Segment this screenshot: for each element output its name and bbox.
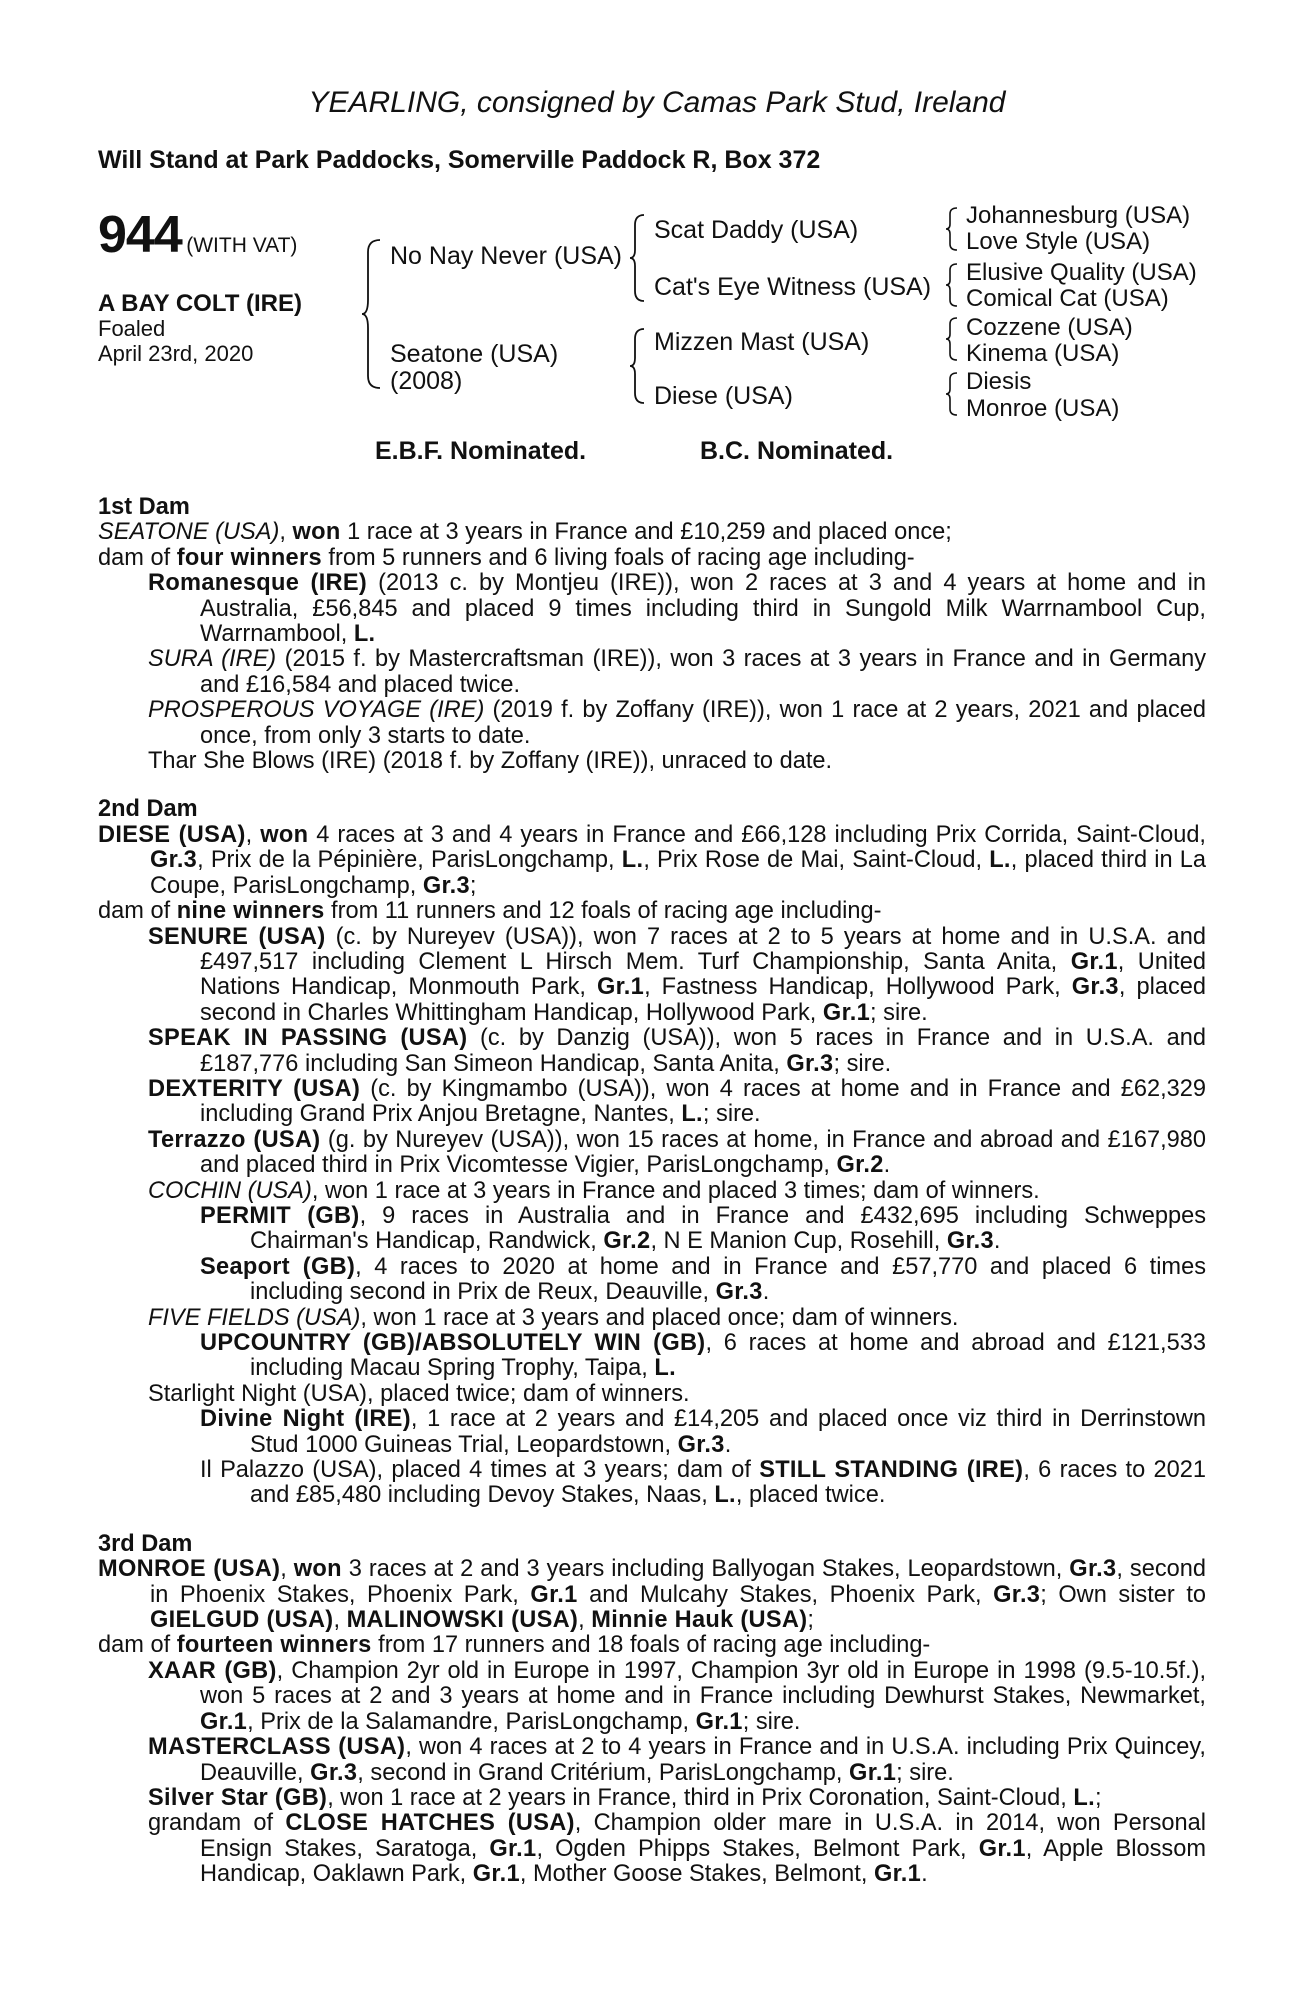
bold-text: PERMIT (GB)	[200, 1202, 360, 1229]
text: ,	[333, 1607, 347, 1634]
second-dam-produce	[98, 925, 1206, 1027]
italic-text: SURA (IRE)	[148, 646, 277, 673]
text: , won 1 race at 3 years in France and placed 3 times; dam of winners.	[311, 1177, 1040, 1204]
text: ,	[279, 519, 293, 546]
bold-text: Gr.3	[310, 1759, 358, 1786]
text: , Fastness Handicap, Hollywood Park,	[644, 974, 1072, 1001]
pedigree-ggp-1: Johannesburg (USA)	[966, 202, 1191, 229]
bold-text: Romanesque (IRE)	[148, 570, 368, 597]
bold-text: Seaport (GB)	[200, 1253, 356, 1280]
second-dam-produce	[98, 1179, 1206, 1204]
stand-location: Will Stand at Park Paddocks, Somerville Paddock R, Box 372	[98, 146, 821, 174]
pedigree-dam-dam: Diese (USA)	[654, 382, 793, 410]
foaled-label: Foaled	[98, 316, 166, 341]
pedigree-sire-dam: Cat's Eye Witness (USA)	[654, 273, 932, 301]
pedigree-sire: No Nay Never (USA)	[390, 242, 622, 270]
text: ; sire.	[702, 1101, 761, 1128]
second-dam-title: 2nd Dam	[98, 796, 198, 823]
text: , placed second in Charles Whittingham Handicap, Hollywood Park,	[200, 974, 1206, 1026]
pedigree-sire-sire: Scat Daddy (USA)	[654, 216, 859, 244]
pedigree-ggp-2: Love Style (USA)	[966, 228, 1151, 255]
text: Il Palazzo (USA), placed 4 times at 3 years; dam of	[200, 1457, 760, 1484]
text: , Mother Goose Stakes, Belmont,	[519, 1861, 874, 1888]
bold-text: Gr.1	[978, 1835, 1026, 1862]
italic-text: COCHIN (USA)	[148, 1177, 312, 1204]
second-dam-grandproduce	[98, 1331, 1206, 1382]
text: , won 4 races at 2 to 4 years in France and in U.S.A. including Prix Quincey, Deauville,	[200, 1734, 1206, 1786]
text: dam of	[98, 898, 177, 925]
pedigree-ggp-8: Monroe (USA)	[966, 395, 1120, 422]
text: , 6 races at home and abroad and £121,533 including Macau Spring Trophy, Taipa,	[250, 1330, 1206, 1382]
text: (2013 c. by Montjeu (IRE)), won 2 races at 3 and 4 years at home and in Australia, £56,845 and placed 9 times including third in Sungold Milk Warrnambool Cup, Warrnambool,	[200, 570, 1206, 648]
text: , N E Manion Cup, Rosehill,	[650, 1228, 947, 1255]
bold-text: won	[292, 519, 341, 546]
third-dam-produce	[98, 1811, 1206, 1887]
second-dam-grandproduce	[98, 1255, 1206, 1306]
bc-nomination: B.C. Nominated.	[700, 437, 894, 465]
bold-text: STILL STANDING (IRE)	[759, 1457, 1024, 1484]
text: .	[921, 1861, 928, 1888]
text: , 6 races to 2021 and £85,480 including Devoy Stakes, Naas,	[250, 1457, 1206, 1509]
third-dam-line	[98, 1557, 1206, 1633]
bold-text: won	[260, 821, 309, 848]
pedigree-ggp-6: Kinema (USA)	[966, 340, 1120, 367]
lot-number-block	[98, 205, 297, 265]
third-dam-title: 3rd Dam	[98, 1530, 193, 1557]
text: , placed twice.	[735, 1482, 886, 1509]
text: ; sire.	[742, 1708, 801, 1735]
bold-text: Gr.2	[603, 1228, 651, 1255]
second-dam-produce	[98, 1306, 1206, 1331]
bold-text: Gr.1	[695, 1708, 743, 1735]
bold-text: Gr.1	[849, 1759, 897, 1786]
text: , 9 races in Australia and in France and £432,695 including Schweppes Chairman's Handicap, Randwick,	[250, 1202, 1207, 1255]
bold-text: Gr.3	[150, 847, 198, 874]
bold-text: Gr.3	[677, 1431, 725, 1458]
text: ,	[245, 821, 261, 848]
first-dam-produce	[98, 647, 1206, 698]
second-dam-line	[98, 823, 1206, 899]
text: dam of	[98, 544, 177, 571]
ebf-nomination: E.B.F. Nominated.	[375, 437, 587, 465]
pedigree-brace-ggp1	[944, 206, 960, 252]
text: , 1 race at 2 years and £14,205 and placed once viz third in Derrinstown Stud 1000 Guineas Trial, Leopardstown,	[250, 1406, 1206, 1458]
italic-text: PROSPEROUS VOYAGE (IRE)	[148, 697, 485, 724]
first-dam-title: 1st Dam	[98, 494, 190, 520]
text: ,	[578, 1607, 592, 1634]
bold-text: Gr.3	[993, 1581, 1041, 1608]
bold-text: Minnie Hauk (USA)	[591, 1607, 808, 1634]
pedigree-ggp-3: Elusive Quality (USA)	[966, 259, 1197, 286]
bold-text: won	[293, 1556, 342, 1583]
first-dam-line	[98, 546, 1206, 571]
text: .	[883, 1152, 891, 1179]
first-dam-produce	[98, 749, 1206, 774]
pedigree-dam-sire: Mizzen Mast (USA)	[654, 328, 870, 356]
bold-text: GIELGUD (USA)	[150, 1607, 334, 1634]
text: dam of	[98, 1632, 177, 1659]
bold-text: L.	[681, 1101, 703, 1128]
bold-text: Gr.3	[786, 1050, 834, 1077]
second-dam-line	[98, 899, 1206, 924]
second-dam-produce	[98, 1026, 1206, 1077]
text: 4 races at 3 and 4 years in France and £66,128 including Prix Corrida, Saint-Cloud,	[308, 821, 1206, 848]
text: , 4 races to 2020 at home and in France and £57,770 and placed 6 times including second in Prix de Reux, Deauville,	[250, 1253, 1207, 1306]
bold-text: Gr.2	[836, 1152, 884, 1179]
bold-text: Gr.1	[822, 999, 871, 1026]
third-dam-produce	[98, 1735, 1206, 1786]
second-dam-produce	[98, 1382, 1206, 1407]
lot-description: A BAY COLT (IRE)	[98, 290, 303, 317]
text: ; sire.	[833, 1050, 892, 1077]
bold-text: Gr.3	[422, 872, 470, 899]
text: (g. by Nureyev (USA)), won 15 races at home, in France and abroad and £167,980 and placed third in Prix Vicomtesse Vigier, ParisLongchamp,	[200, 1126, 1206, 1179]
second-dam-produce	[98, 1077, 1206, 1128]
italic-text: SEATONE (USA)	[98, 519, 280, 546]
second-dam-grandproduce	[98, 1204, 1206, 1255]
text: (c. by Nureyev (USA)), won 7 races at 2 to 5 years at home and in U.S.A. and £497,517 including Clement L Hirsch Mem. Turf Championship, Santa Anita,	[200, 923, 1207, 975]
second-dam-produce	[98, 1128, 1206, 1179]
text: from 17 runners and 18 foals of racing age including-	[371, 1632, 931, 1659]
bold-text: L.	[353, 621, 376, 648]
text: .	[993, 1228, 1001, 1255]
bold-text: L.	[989, 847, 1011, 874]
text: (2015 f. by Mastercraftsman (IRE)), won 3 races at 3 years in France and in Germany and £16,584 and placed twice.	[200, 646, 1206, 698]
text: grandam of	[148, 1810, 286, 1837]
pedigree-brace-ggp2	[944, 262, 960, 308]
text: , Champion older mare in U.S.A. in 2014, won Personal Ensign Stakes, Saratoga,	[200, 1810, 1206, 1862]
bold-text: DIESE (USA)	[98, 821, 246, 848]
third-dam-produce	[98, 1659, 1206, 1735]
pedigree-brace-main	[360, 238, 386, 390]
third-dam-produce	[98, 1786, 1206, 1811]
bold-text: Divine Night (IRE)	[200, 1406, 411, 1433]
text: , Ogden Phipps Stakes, Belmont Park,	[536, 1835, 979, 1862]
bold-text: fourteen winners	[176, 1632, 372, 1659]
bold-text: Gr.1	[200, 1708, 248, 1735]
pedigree-brace-sire	[628, 213, 648, 303]
bold-text: UPCOUNTRY (GB)/ABSOLUTELY WIN (GB)	[200, 1330, 706, 1356]
pedigree-brace-ggp4	[944, 371, 960, 417]
text: , Prix de la Pépinière, ParisLongchamp,	[197, 847, 622, 874]
bold-text: nine winners	[176, 898, 325, 925]
bold-text: L.	[714, 1482, 736, 1509]
pedigree-brace-dam	[628, 327, 648, 405]
bold-text: Gr.1	[489, 1835, 537, 1862]
text: , Champion 2yr old in Europe in 1997, Champion 3yr old in Europe in 1998 (9.5-10.5f.), won 5 races at 2 and 3 years at home and in France including Dewhurst Stakes, Newmarket,	[200, 1657, 1206, 1710]
consignment-heading: YEARLING, consigned by Camas Park Stud, Ireland	[308, 86, 1006, 119]
pedigree-brace-ggp3	[944, 316, 960, 362]
text: 3 races at 2 and 3 years including Ballyogan Stakes, Leopardstown,	[341, 1556, 1070, 1583]
bold-text: Gr.1	[873, 1861, 922, 1888]
lot-number: 944	[98, 206, 182, 264]
text: from 11 runners and 12 foals of racing age including-	[324, 898, 882, 925]
bold-text: Gr.3	[1069, 1556, 1117, 1583]
bold-text: Gr.1	[596, 974, 645, 1001]
second-dam-grandproduce	[98, 1458, 1206, 1509]
pedigree-ggp-4: Comical Cat (USA)	[966, 285, 1169, 312]
text: , Prix Rose de Mai, Saint-Cloud,	[643, 847, 990, 874]
bold-text: Gr.3	[1071, 974, 1119, 1001]
second-dam-grandproduce	[98, 1407, 1206, 1458]
bold-text: Gr.3	[946, 1228, 994, 1255]
vat-note: (WITH VAT)	[186, 234, 298, 257]
bold-text: Gr.1	[530, 1581, 578, 1608]
bold-text: DEXTERITY (USA)	[148, 1075, 361, 1102]
text: from 5 runners and 6 living foals of racing age including-	[321, 544, 915, 571]
bold-text: L.	[621, 847, 644, 874]
italic-text: FIVE FIELDS (USA)	[148, 1304, 361, 1331]
bold-text: four winners	[176, 544, 322, 571]
bold-text: Gr.1	[1070, 948, 1118, 975]
text: , Apple Blossom Handicap, Oaklawn Park,	[200, 1835, 1206, 1888]
text: Starlight Night (USA), placed twice; dam of winners.	[148, 1380, 690, 1407]
text: and Mulcahy Stakes, Phoenix Park,	[577, 1581, 994, 1608]
text: .	[762, 1279, 770, 1306]
text: ; sire.	[870, 999, 928, 1026]
bold-text: MALINOWSKI (USA)	[346, 1607, 579, 1634]
first-dam-line	[98, 520, 1206, 545]
pedigree-dam-year: (2008)	[390, 367, 463, 395]
pedigree-ggp-5: Cozzene (USA)	[966, 314, 1133, 341]
text: , placed third in La Coupe, ParisLongchamp,	[150, 847, 1207, 899]
bold-text: XAAR (GB)	[148, 1657, 277, 1684]
text: ;	[469, 872, 477, 899]
bold-text: Terrazzo (USA)	[148, 1126, 321, 1153]
bold-text: Silver Star (GB)	[148, 1784, 328, 1811]
catalogue-body	[98, 495, 1206, 1888]
text: , second in Grand Critérium, ParisLongchamp,	[357, 1759, 850, 1786]
text: ,	[280, 1556, 294, 1583]
text: ;	[1094, 1784, 1102, 1811]
text: ; Own sister to	[1040, 1581, 1206, 1608]
bold-text: Gr.3	[715, 1279, 763, 1306]
text: (2019 f. by Zoffany (IRE)), won 1 race at 2 years, 2021 and placed once, from only 3 starts to date.	[200, 697, 1206, 749]
pedigree-dam: Seatone (USA)	[390, 340, 559, 368]
text: , United Nations Handicap, Monmouth Park,	[200, 948, 1207, 1001]
bold-text: SPEAK IN PASSING (USA)	[148, 1025, 468, 1052]
first-dam-produce	[98, 698, 1206, 749]
third-dam-line	[98, 1633, 1206, 1658]
text: (c. by Danzig (USA)), won 5 races in France and in U.S.A. and £187,776 including San Simeon Handicap, Santa Anita,	[200, 1025, 1206, 1077]
text: .	[724, 1431, 732, 1458]
bold-text: CLOSE HATCHES (USA)	[285, 1810, 575, 1837]
text: ;	[807, 1607, 814, 1634]
text: , won 1 race at 3 years and placed once; dam of winners.	[360, 1304, 959, 1331]
bold-text: L.	[654, 1355, 676, 1382]
pedigree-ggp-7: Diesis	[966, 368, 1032, 395]
text: 1 race at 3 years in France and £10,259 and placed once;	[340, 519, 952, 546]
text: Thar She Blows (IRE) (2018 f. by Zoffany (IRE)), unraced to date.	[148, 748, 833, 775]
bold-text: L.	[1073, 1784, 1095, 1811]
bold-text: SENURE (USA)	[148, 923, 326, 950]
bold-text: MONROE (USA)	[98, 1556, 281, 1583]
text: , second in Phoenix Stakes, Phoenix Park,	[150, 1556, 1206, 1608]
text: ; sire.	[896, 1759, 954, 1786]
text: (c. by Kingmambo (USA)), won 4 races at home and in France and £62,329 including Grand Prix Anjou Bretagne, Nantes,	[200, 1075, 1206, 1128]
foaled-date: April 23rd, 2020	[98, 341, 254, 366]
text: , Prix de la Salamandre, ParisLongchamp,	[247, 1708, 696, 1735]
bold-text: MASTERCLASS (USA)	[148, 1734, 406, 1761]
bold-text: Gr.1	[472, 1861, 520, 1888]
first-dam-produce	[98, 571, 1206, 647]
text: , won 1 race at 2 years in France, third in Prix Coronation, Saint-Cloud,	[327, 1784, 1074, 1811]
